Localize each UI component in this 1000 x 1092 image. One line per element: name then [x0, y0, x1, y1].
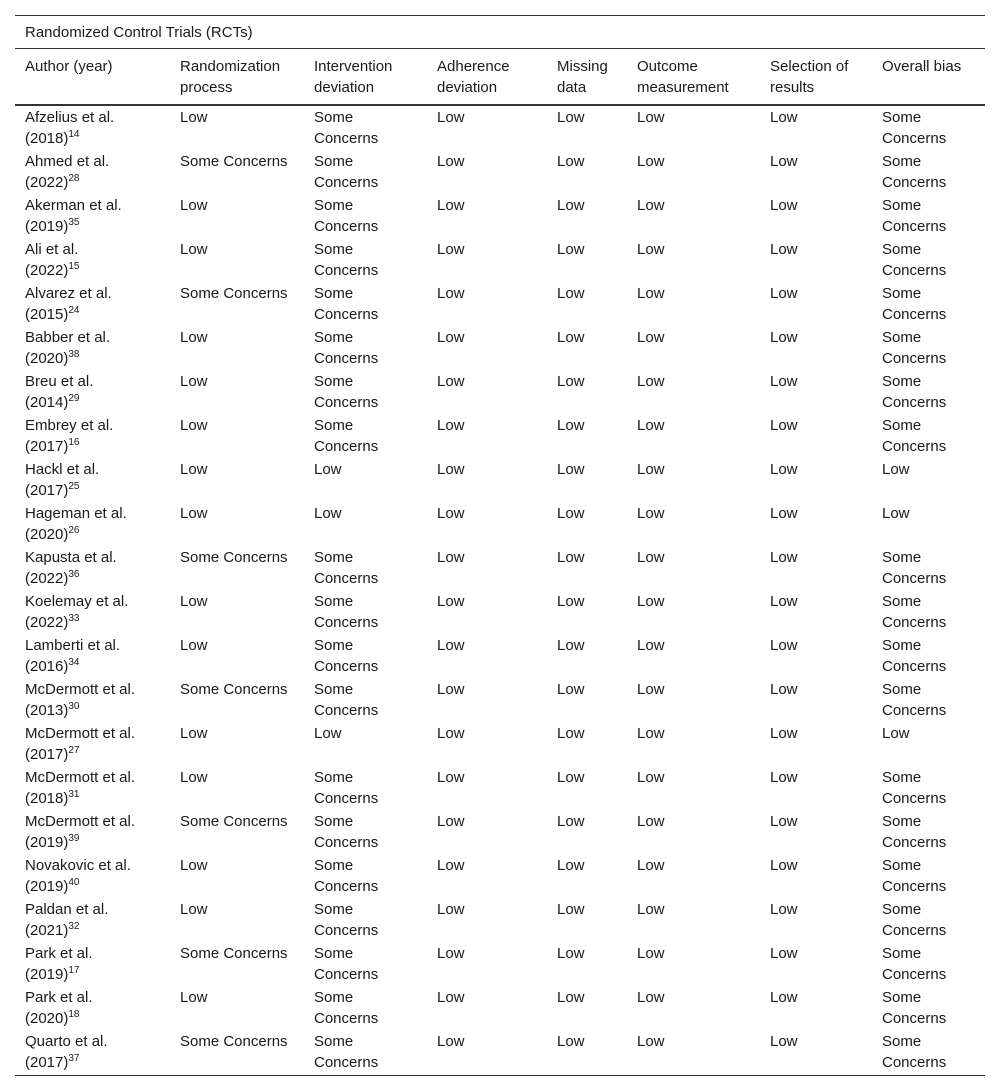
publication-year: (2020): [25, 1010, 69, 1027]
cell-author-year: [15, 326, 170, 370]
cell-author-year: [15, 766, 170, 810]
author-name: Hackl et al.: [25, 461, 100, 478]
cell-adherence-deviation: Low: [437, 109, 465, 126]
cell-adherence-deviation: Low: [437, 417, 465, 434]
cell-author-year: [15, 370, 170, 414]
cell-randomization: Some Concerns: [180, 681, 288, 698]
cell-intervention-deviation: Some Concerns: [314, 637, 379, 675]
reference-number: 38: [68, 349, 80, 360]
cell-selection-of-results: Low: [770, 461, 798, 478]
cell-author-year: [15, 414, 170, 458]
cell-missing-data: Low: [557, 813, 585, 830]
table-row: [15, 502, 985, 546]
cell-selection-of-results: Low: [770, 637, 798, 654]
cell-author-year: [15, 898, 170, 942]
cell-selection-of-results: Low: [770, 417, 798, 434]
cell-outcome-measurement: Low: [637, 461, 665, 478]
author-name: Kapusta et al.: [25, 549, 117, 566]
cell-adherence-deviation: Low: [437, 329, 465, 346]
cell-intervention-deviation: Some Concerns: [314, 329, 379, 367]
cell-intervention-deviation: Some Concerns: [314, 285, 379, 323]
reference-number: 18: [68, 1009, 80, 1020]
cell-randomization: Low: [180, 857, 208, 874]
cell-overall-bias: Some Concerns: [872, 1030, 985, 1076]
cell-overall-bias: Some Concerns: [882, 197, 947, 235]
table-row: [15, 634, 985, 678]
cell-selection-of-results: Low: [770, 505, 798, 522]
cell-intervention-deviation: Low: [314, 725, 342, 742]
cell-overall-bias: Some Concerns: [882, 373, 947, 411]
cell-selection-of-results: Low: [770, 197, 798, 214]
cell-outcome-measurement: Low: [637, 417, 665, 434]
author-name: McDermott et al.: [25, 769, 136, 786]
cell-overall-bias: Some Concerns: [882, 109, 947, 147]
cell-outcome-measurement: Low: [637, 109, 665, 126]
publication-year: (2017): [25, 746, 69, 763]
cell-missing-data: Low: [557, 725, 585, 742]
cell-outcome-measurement: Low: [637, 285, 665, 302]
cell-missing-data: Low: [557, 593, 585, 610]
cell-adherence-deviation: Low: [437, 725, 465, 742]
cell-overall-bias: Some Concerns: [882, 153, 947, 191]
cell-selection-of-results: Low: [770, 945, 798, 962]
publication-year: (2019): [25, 878, 69, 895]
cell-intervention-deviation: Some Concerns: [314, 417, 379, 455]
publication-year: (2016): [25, 658, 69, 675]
cell-randomization: Some Concerns: [170, 1030, 304, 1076]
cell-author-year: [15, 634, 170, 678]
publication-year: (2017): [25, 482, 69, 499]
reference-number: 16: [68, 437, 80, 448]
cell-missing-data: Low: [557, 109, 585, 126]
cell-missing-data: Low: [557, 417, 585, 434]
cell-missing-data: Low: [557, 285, 585, 302]
cell-missing-data: Low: [557, 901, 585, 918]
cell-overall-bias: Some Concerns: [882, 417, 947, 455]
author-name: Ahmed et al.: [25, 153, 110, 170]
reference-number: 31: [68, 789, 80, 800]
author-name: Afzelius et al.: [25, 109, 115, 126]
table-body: [15, 105, 985, 1076]
publication-year: (2022): [25, 262, 69, 279]
cell-intervention-deviation: Some Concerns: [314, 901, 379, 939]
table-row: [15, 590, 985, 634]
cell-outcome-measurement: Low: [637, 153, 665, 170]
table-caption: Randomized Control Trials (RCTs): [15, 16, 985, 49]
reference-number: 14: [68, 129, 80, 140]
cell-adherence-deviation: Low: [437, 681, 465, 698]
cell-randomization: Low: [180, 461, 208, 478]
cell-missing-data: Low: [557, 241, 585, 258]
table-row: [15, 1030, 985, 1076]
cell-randomization: Low: [180, 725, 208, 742]
reference-number: 36: [68, 569, 80, 580]
table-row: [15, 282, 985, 326]
cell-intervention-deviation: Some Concerns: [314, 197, 379, 235]
cell-missing-data: Low: [557, 461, 585, 478]
publication-year: (2019): [25, 966, 69, 983]
cell-adherence-deviation: Low: [437, 857, 465, 874]
author-name: Novakovic et al.: [25, 857, 131, 874]
cell-adherence-deviation: Low: [437, 593, 465, 610]
cell-author-year: [15, 590, 170, 634]
cell-intervention-deviation: Some Concerns: [314, 989, 379, 1027]
cell-randomization: Some Concerns: [180, 945, 288, 962]
cell-author-year: [15, 282, 170, 326]
cell-intervention-deviation: Some Concerns: [314, 593, 379, 631]
cell-overall-bias: Low: [882, 505, 910, 522]
cell-adherence-deviation: Low: [437, 241, 465, 258]
table-row: [15, 678, 985, 722]
reference-number: 33: [68, 613, 80, 624]
publication-year: (2019): [25, 834, 69, 851]
reference-number: 24: [68, 305, 80, 316]
publication-year: (2017): [25, 438, 69, 455]
cell-overall-bias: Some Concerns: [882, 637, 947, 675]
cell-outcome-measurement: Low: [637, 945, 665, 962]
cell-outcome-measurement: Low: [637, 241, 665, 258]
cell-intervention-deviation: Some Concerns: [314, 945, 379, 983]
cell-selection-of-results: Low: [770, 241, 798, 258]
reference-number: 35: [68, 217, 80, 228]
cell-adherence-deviation: Low: [437, 637, 465, 654]
cell-author-year: [15, 546, 170, 590]
table-row: [15, 414, 985, 458]
publication-year: (2018): [25, 130, 69, 147]
cell-adherence-deviation: Low: [437, 901, 465, 918]
cell-author-year: [15, 810, 170, 854]
reference-number: 26: [68, 525, 80, 536]
cell-missing-data: Low: [557, 153, 585, 170]
cell-intervention-deviation: Some Concerns: [314, 373, 379, 411]
cell-author-year: [15, 1030, 170, 1076]
cell-overall-bias: Some Concerns: [882, 681, 947, 719]
cell-randomization: Some Concerns: [180, 549, 288, 566]
cell-author-year: [15, 458, 170, 502]
cell-randomization: Low: [180, 373, 208, 390]
cell-selection-of-results: Low: [770, 593, 798, 610]
cell-adherence-deviation: Low: [437, 285, 465, 302]
cell-outcome-measurement: Low: [637, 901, 665, 918]
table-row: [15, 986, 985, 1030]
cell-intervention-deviation: Low: [314, 505, 342, 522]
cell-outcome-measurement: Low: [637, 637, 665, 654]
header-author-year: Author (year): [15, 49, 170, 106]
author-name: Hageman et al.: [25, 505, 127, 522]
cell-selection-of-results: Low: [770, 681, 798, 698]
cell-author-year: [15, 150, 170, 194]
author-name: McDermott et al.: [25, 725, 136, 742]
author-name: Alvarez et al.: [25, 285, 112, 302]
cell-author-year: [15, 194, 170, 238]
header-intervention-deviation: Intervention deviation: [304, 49, 427, 106]
publication-year: (2022): [25, 174, 69, 191]
cell-missing-data: Low: [557, 329, 585, 346]
publication-year: (2020): [25, 526, 69, 543]
cell-overall-bias: Some Concerns: [882, 945, 947, 983]
author-name: McDermott et al.: [25, 681, 136, 698]
cell-adherence-deviation: Low: [437, 549, 465, 566]
reference-number: 39: [68, 833, 80, 844]
cell-overall-bias: Some Concerns: [882, 549, 947, 587]
cell-randomization: Low: [180, 505, 208, 522]
cell-selection-of-results: Low: [770, 549, 798, 566]
cell-randomization: Low: [180, 989, 208, 1006]
cell-adherence-deviation: Low: [427, 1030, 547, 1076]
header-missing-data: Missing data: [547, 49, 627, 106]
reference-number: 37: [68, 1053, 80, 1064]
author-name: Park et al.: [25, 989, 93, 1006]
reference-number: 17: [68, 965, 80, 976]
cell-author-year: [15, 238, 170, 282]
cell-missing-data: Low: [547, 1030, 627, 1076]
table-row: [15, 722, 985, 766]
cell-outcome-measurement: Low: [637, 505, 665, 522]
cell-adherence-deviation: Low: [437, 813, 465, 830]
publication-year: (2022): [25, 614, 69, 631]
author-name: Breu et al.: [25, 373, 94, 390]
cell-intervention-deviation: Some Concerns: [314, 857, 379, 895]
caption-row: [15, 16, 985, 49]
publication-year: (2019): [25, 218, 69, 235]
cell-author-year: [15, 105, 170, 150]
cell-adherence-deviation: Low: [437, 769, 465, 786]
cell-outcome-measurement: Low: [637, 813, 665, 830]
cell-intervention-deviation: Low: [314, 461, 342, 478]
cell-missing-data: Low: [557, 505, 585, 522]
cell-adherence-deviation: Low: [437, 505, 465, 522]
cell-overall-bias: Low: [882, 461, 910, 478]
publication-year: (2017): [25, 1054, 69, 1071]
cell-intervention-deviation: Some Concerns: [314, 681, 379, 719]
risk-of-bias-table: [15, 15, 985, 1076]
cell-randomization: Some Concerns: [180, 153, 288, 170]
cell-overall-bias: Low: [882, 725, 910, 742]
publication-year: (2018): [25, 790, 69, 807]
cell-outcome-measurement: Low: [637, 769, 665, 786]
cell-adherence-deviation: Low: [437, 153, 465, 170]
reference-number: 28: [68, 173, 80, 184]
author-name: Lamberti et al.: [25, 637, 121, 654]
header-outcome-measurement: Outcome measurement: [627, 49, 760, 106]
cell-randomization: Low: [180, 901, 208, 918]
publication-year: (2014): [25, 394, 69, 411]
header-adherence-deviation: Adherence deviation: [427, 49, 547, 106]
cell-overall-bias: Some Concerns: [882, 857, 947, 895]
cell-missing-data: Low: [557, 989, 585, 1006]
cell-author-year: [15, 722, 170, 766]
cell-selection-of-results: Low: [770, 373, 798, 390]
cell-randomization: Low: [180, 769, 208, 786]
cell-selection-of-results: Low: [770, 769, 798, 786]
header-randomization-process: Randomization process: [170, 49, 304, 106]
cell-missing-data: Low: [557, 769, 585, 786]
cell-outcome-measurement: Low: [637, 373, 665, 390]
publication-year: (2015): [25, 306, 69, 323]
cell-missing-data: Low: [557, 945, 585, 962]
table-row: [15, 150, 985, 194]
cell-author-year: [15, 678, 170, 722]
table-row: [15, 546, 985, 590]
cell-selection-of-results: Low: [770, 329, 798, 346]
table-row: [15, 105, 985, 150]
cell-randomization: Some Concerns: [180, 813, 288, 830]
publication-year: (2021): [25, 922, 69, 939]
cell-randomization: Some Concerns: [180, 285, 288, 302]
table-row: [15, 942, 985, 986]
table-row: [15, 326, 985, 370]
table-row: [15, 194, 985, 238]
publication-year: (2013): [25, 702, 69, 719]
cell-selection-of-results: Low: [770, 285, 798, 302]
author-name: Park et al.: [25, 945, 93, 962]
reference-number: 30: [68, 701, 80, 712]
cell-outcome-measurement: Low: [637, 197, 665, 214]
cell-outcome-measurement: Low: [637, 857, 665, 874]
cell-selection-of-results: Low: [770, 857, 798, 874]
header-overall-bias: Overall bias: [872, 49, 985, 106]
cell-intervention-deviation: Some Concerns: [314, 549, 379, 587]
cell-author-year: [15, 986, 170, 1030]
cell-outcome-measurement: Low: [637, 593, 665, 610]
author-name: Quarto et al.: [25, 1033, 108, 1050]
cell-missing-data: Low: [557, 549, 585, 566]
reference-number: 40: [68, 877, 80, 888]
reference-number: 25: [68, 481, 80, 492]
table-row: [15, 854, 985, 898]
cell-outcome-measurement: Low: [637, 549, 665, 566]
cell-missing-data: Low: [557, 637, 585, 654]
cell-adherence-deviation: Low: [437, 989, 465, 1006]
cell-randomization: Low: [180, 197, 208, 214]
header-selection-of-results: Selection of results: [760, 49, 872, 106]
table-row: [15, 238, 985, 282]
cell-selection-of-results: Low: [770, 989, 798, 1006]
cell-overall-bias: Some Concerns: [882, 329, 947, 367]
cell-adherence-deviation: Low: [437, 197, 465, 214]
reference-number: 32: [68, 921, 80, 932]
cell-selection-of-results: Low: [770, 153, 798, 170]
cell-adherence-deviation: Low: [437, 461, 465, 478]
cell-intervention-deviation: Some Concerns: [314, 813, 379, 851]
cell-intervention-deviation: Some Concerns: [314, 153, 379, 191]
cell-overall-bias: Some Concerns: [882, 241, 947, 279]
cell-overall-bias: Some Concerns: [882, 285, 947, 323]
cell-outcome-measurement: Low: [627, 1030, 760, 1076]
cell-outcome-measurement: Low: [637, 725, 665, 742]
table-row: [15, 810, 985, 854]
risk-of-bias-table-container: [15, 15, 985, 1076]
reference-number: 34: [68, 657, 80, 668]
cell-missing-data: Low: [557, 681, 585, 698]
cell-adherence-deviation: Low: [437, 945, 465, 962]
cell-author-year: [15, 942, 170, 986]
cell-selection-of-results: Low: [770, 813, 798, 830]
cell-outcome-measurement: Low: [637, 329, 665, 346]
cell-author-year: [15, 502, 170, 546]
reference-number: 15: [68, 261, 80, 272]
publication-year: (2020): [25, 350, 69, 367]
cell-overall-bias: Some Concerns: [882, 901, 947, 939]
author-name: Embrey et al.: [25, 417, 114, 434]
cell-randomization: Low: [180, 417, 208, 434]
cell-intervention-deviation: Some Concerns: [314, 241, 379, 279]
cell-selection-of-results: Low: [760, 1030, 872, 1076]
cell-missing-data: Low: [557, 857, 585, 874]
cell-overall-bias: Some Concerns: [882, 813, 947, 851]
reference-number: 27: [68, 745, 80, 756]
cell-randomization: Low: [180, 637, 208, 654]
cell-missing-data: Low: [557, 197, 585, 214]
author-name: Akerman et al.: [25, 197, 122, 214]
cell-intervention-deviation: Some Concerns: [304, 1030, 427, 1076]
cell-randomization: Low: [180, 593, 208, 610]
cell-intervention-deviation: Some Concerns: [314, 109, 379, 147]
author-name: Koelemay et al.: [25, 593, 129, 610]
reference-number: 29: [68, 393, 80, 404]
cell-intervention-deviation: Some Concerns: [314, 769, 379, 807]
cell-randomization: Low: [180, 241, 208, 258]
cell-author-year: [15, 854, 170, 898]
cell-overall-bias: Some Concerns: [882, 769, 947, 807]
cell-outcome-measurement: Low: [637, 989, 665, 1006]
author-name: Paldan et al.: [25, 901, 109, 918]
cell-selection-of-results: Low: [770, 109, 798, 126]
cell-overall-bias: Some Concerns: [882, 989, 947, 1027]
cell-randomization: Low: [180, 329, 208, 346]
author-name: Babber et al.: [25, 329, 111, 346]
cell-selection-of-results: Low: [770, 901, 798, 918]
cell-overall-bias: Some Concerns: [882, 593, 947, 631]
cell-missing-data: Low: [557, 373, 585, 390]
table-row: [15, 898, 985, 942]
author-name: McDermott et al.: [25, 813, 136, 830]
cell-randomization: Low: [180, 109, 208, 126]
table-row: [15, 766, 985, 810]
table-row: [15, 458, 985, 502]
publication-year: (2022): [25, 570, 69, 587]
header-row: [15, 49, 985, 106]
author-name: Ali et al.: [25, 241, 79, 258]
cell-outcome-measurement: Low: [637, 681, 665, 698]
table-row: [15, 370, 985, 414]
cell-selection-of-results: Low: [770, 725, 798, 742]
cell-adherence-deviation: Low: [437, 373, 465, 390]
